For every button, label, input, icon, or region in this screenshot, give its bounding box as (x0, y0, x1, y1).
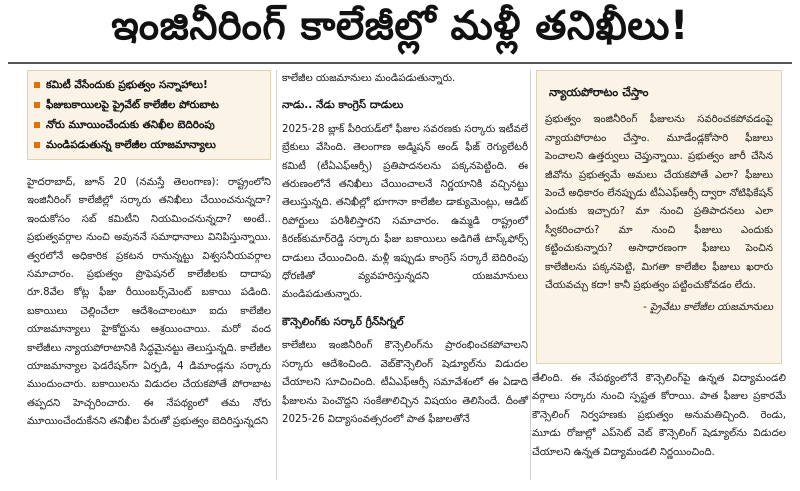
kicker-item (34, 95, 264, 115)
body-text-col1: హైదరాబాద్, జూన్ 20 (నమస్తే తెలంగాణ): రాష్ట్రంలోని ఇంజినీరింగ్ కాలేజీల్లో సర్కారు తనిఖీలు చేయించనున్నదా? ఇందుకోసం సబ్ కమిటీని నియమించనున్నదా? అంటే.. ప్రభుత్వవర్గాల నుంచి అవుననే సమాధానాలు వినిపిస్తున్నాయి. త్వరలోనే అధికారిక ప్రకటన రానున్నట్టు విశ్వసనీయవర్గాల సమాచారం. ప్రభుత్వం ప్రొఫెషనల్ కాలేజీలకు దాదాపు రూ.8వేల కోట్ల ఫీజు రీయింబర్స్‌మెంట్ బకాయి పడింది. బకాయిలు చెల్లించేలా ఆదేశించాలంటూ ఐదు కాలేజీల యాజమాన్యాలు హైకోర్టును ఆశ్రయించాయి. మరో వంద కాలేజీలు న్యాయపోరాటానికి సిద్ధమైనట్టు తెలుస్తున్నది. కాలేజీల యాజమాన్యాల ఫెడరేషన్‌గా ఏర్పడి, 4 డిమాండ్లను సర్కారు ముందుంచారు. బకాయిలను విడుదల చేయకపోతే పోరాబాట తప్పదని హెచ్చరించారు. ఈ నేపథ్యంలో తమ నోరు మూయించేందుకేనని తనిఖీల పేరుతో ప్రభుత్వం బెదిరిస్తున్నదని (27, 177, 271, 428)
kicker-item (34, 75, 264, 95)
column-right-bottom (532, 370, 786, 462)
kicker-item (34, 115, 264, 135)
kicker-item (34, 135, 264, 155)
body-text-col2-intro: కాలేజీల యజమానులు మండిపడుతున్నారు. (282, 73, 456, 84)
column-divider (276, 70, 277, 480)
kicker-text: నోరు మూయించేందుకు తనిఖీల బెదిరింపు (46, 119, 215, 131)
bullet-icon (34, 122, 40, 128)
body-text-col3: తేలింది. ఈ నేపథ్యంలోనే కౌన్సెలింగ్‌పై ఉన్నత విద్యామండలి వర్గాలు సర్కారు నుంచి స్పష్టత కోరాయి. పాత ఫీజుల ప్రకారమే కౌన్సెలింగ్ నిర్వహణకు ప్రభుత్వం అనుమతిచ్చింది. రెండు, మూడు రోజుల్లో ఎప్‌సెట్ వెబ్ కౌన్సెలింగ్ షెడ్యూల్‌ను విడుదల చేయాలని ఉన్నత విద్యామండలి నిర్ణయించింది. (532, 373, 786, 458)
body-text-col2-para1: 2025-28 బ్లాక్ పీరియడ్‌లో ఫీజుల సవరణకు సర్కారు ఇటీవలే బ్రేకులు వేసింది. తెలంగాణ అడ్మిషన్ అండ్ ఫీజ్ రెగ్యులేటరీ కమిటీ (టీఏఎఫ్ఆర్సీ) ప్రతిపాదనలను పక్కనపెట్టింది. ఈ తరుణంలోనే తనిఖీలు చేయించాలనే నిర్ణయానికి వచ్చినట్టు తెలుస్తున్నది. తనిఖీల్లో భూగానా కాలేజీల డాక్యుమెంట్లు, ఆడిట్ రిపోర్టులు పరిశీలిస్తారని సమాచారం. ఉమ్మడి రాష్ట్రంలో కిరణ్‌కుమార్‌రెడ్డి సర్కారు ఫీజు బకాయిలు అడిగితే టాస్క్‌ఫోర్స్ దాడులు చేయించింది. మళ్లీ ఇప్పుడు కాంగ్రెస్ సర్కారే బెదిరింపు ధోరణితో వ్యవహరిస్తున్నదని యజమానులు మండిపడుతున్నారు. (282, 123, 528, 301)
bullet-icon (34, 142, 40, 148)
headline-rule (8, 62, 792, 64)
quote-box-byline: - ప్రైవేటు కాలేజీల యజమానులు (643, 302, 773, 314)
subheading-1: నాడు.. నేడు కాంగ్రెస్ దాడులు (282, 99, 404, 112)
subheading-2: కౌన్సెలింగ్‌కు సర్కార్ గ్రీన్‌సిగ్నల్ (282, 315, 404, 328)
headline: ఇంజినీరింగ్ కాలేజీల్లో మళ్లీ తనిఖీలు! (111, 3, 689, 49)
column-divider (530, 70, 531, 480)
bullet-icon (34, 82, 40, 88)
bullet-icon (34, 102, 40, 108)
kicker-text: కమిటీ వేసేందుకు ప్రభుత్వం సన్నాహాలు! (46, 79, 208, 91)
column-left (27, 70, 271, 432)
kicker-text: మండిపడుతున్న కాలేజీల యాజమాన్యాలు (46, 139, 216, 151)
body-text-col2-para2: కాలేజీలు ఇంజినీరింగ్ కౌన్సెలింగ్‌ను ప్రారంభించకపోవాలని సర్కారు ఆదేశించింది. వెబ్‌కౌన్సెలింగ్ షెడ్యూల్‌ను విడుదల చేయాలని సూచించింది. టీఏఎఫ్ఆర్సీ సమావేశంలో ఈ ఏడాది ఫీజులను పెంచొద్దని సంకేతాలిచ్చిన విషయం తెలిసిందే. దీంతో 2025-26 విద్యాసంవత్సరంలో పాత ఫీజులతోనే (282, 340, 528, 425)
quote-box (536, 70, 782, 364)
column-middle (282, 70, 528, 429)
kicker-text: ఫీజుబకాయిలపై ప్రైవేట్ కాలేజీల పోరుబాట (46, 99, 219, 111)
quote-box-text: ప్రభుత్వం ఇంజినీరింగ్ ఫీజులను సవరించకపోవడంపై న్యాయపోరాటం చేస్తాం. మూడేండ్లకోసారి ఫీజులు పెంచాలని ఉత్తర్వులు చెప్తున్నాయి. ప్రభుత్వం జారీ చేసిన జీవోను ప్రభుత్వమే అమలు చేయకపోతే ఎలా? ఫీజులు పెంచే అధికారం లేనప్పుడు టీఏఎఫ్ఆర్సీ ద్వారా నోటిఫికేషన్ ఎందుకు ఇచ్చారు? మా నుంచి ప్రతిపాదనలు ఎలా స్వీకరించారు? మా నుంచి ఫీజులు ఎందుకు కట్టించుకున్నారు? అసాధారణంగా ఫీజులు పెంచిన కాలేజీలను పక్కనపెట్టి, మిగతా కాలేజీల ఫీజులు ఖరారు చేయవచ్చు కదా! కానీ ప్రభుత్వం పట్టించుకోవడం లేదు. (545, 114, 773, 292)
kicker-box (27, 70, 271, 160)
quote-box-title: న్యాయపోరాటం చేస్తాం (549, 85, 649, 99)
